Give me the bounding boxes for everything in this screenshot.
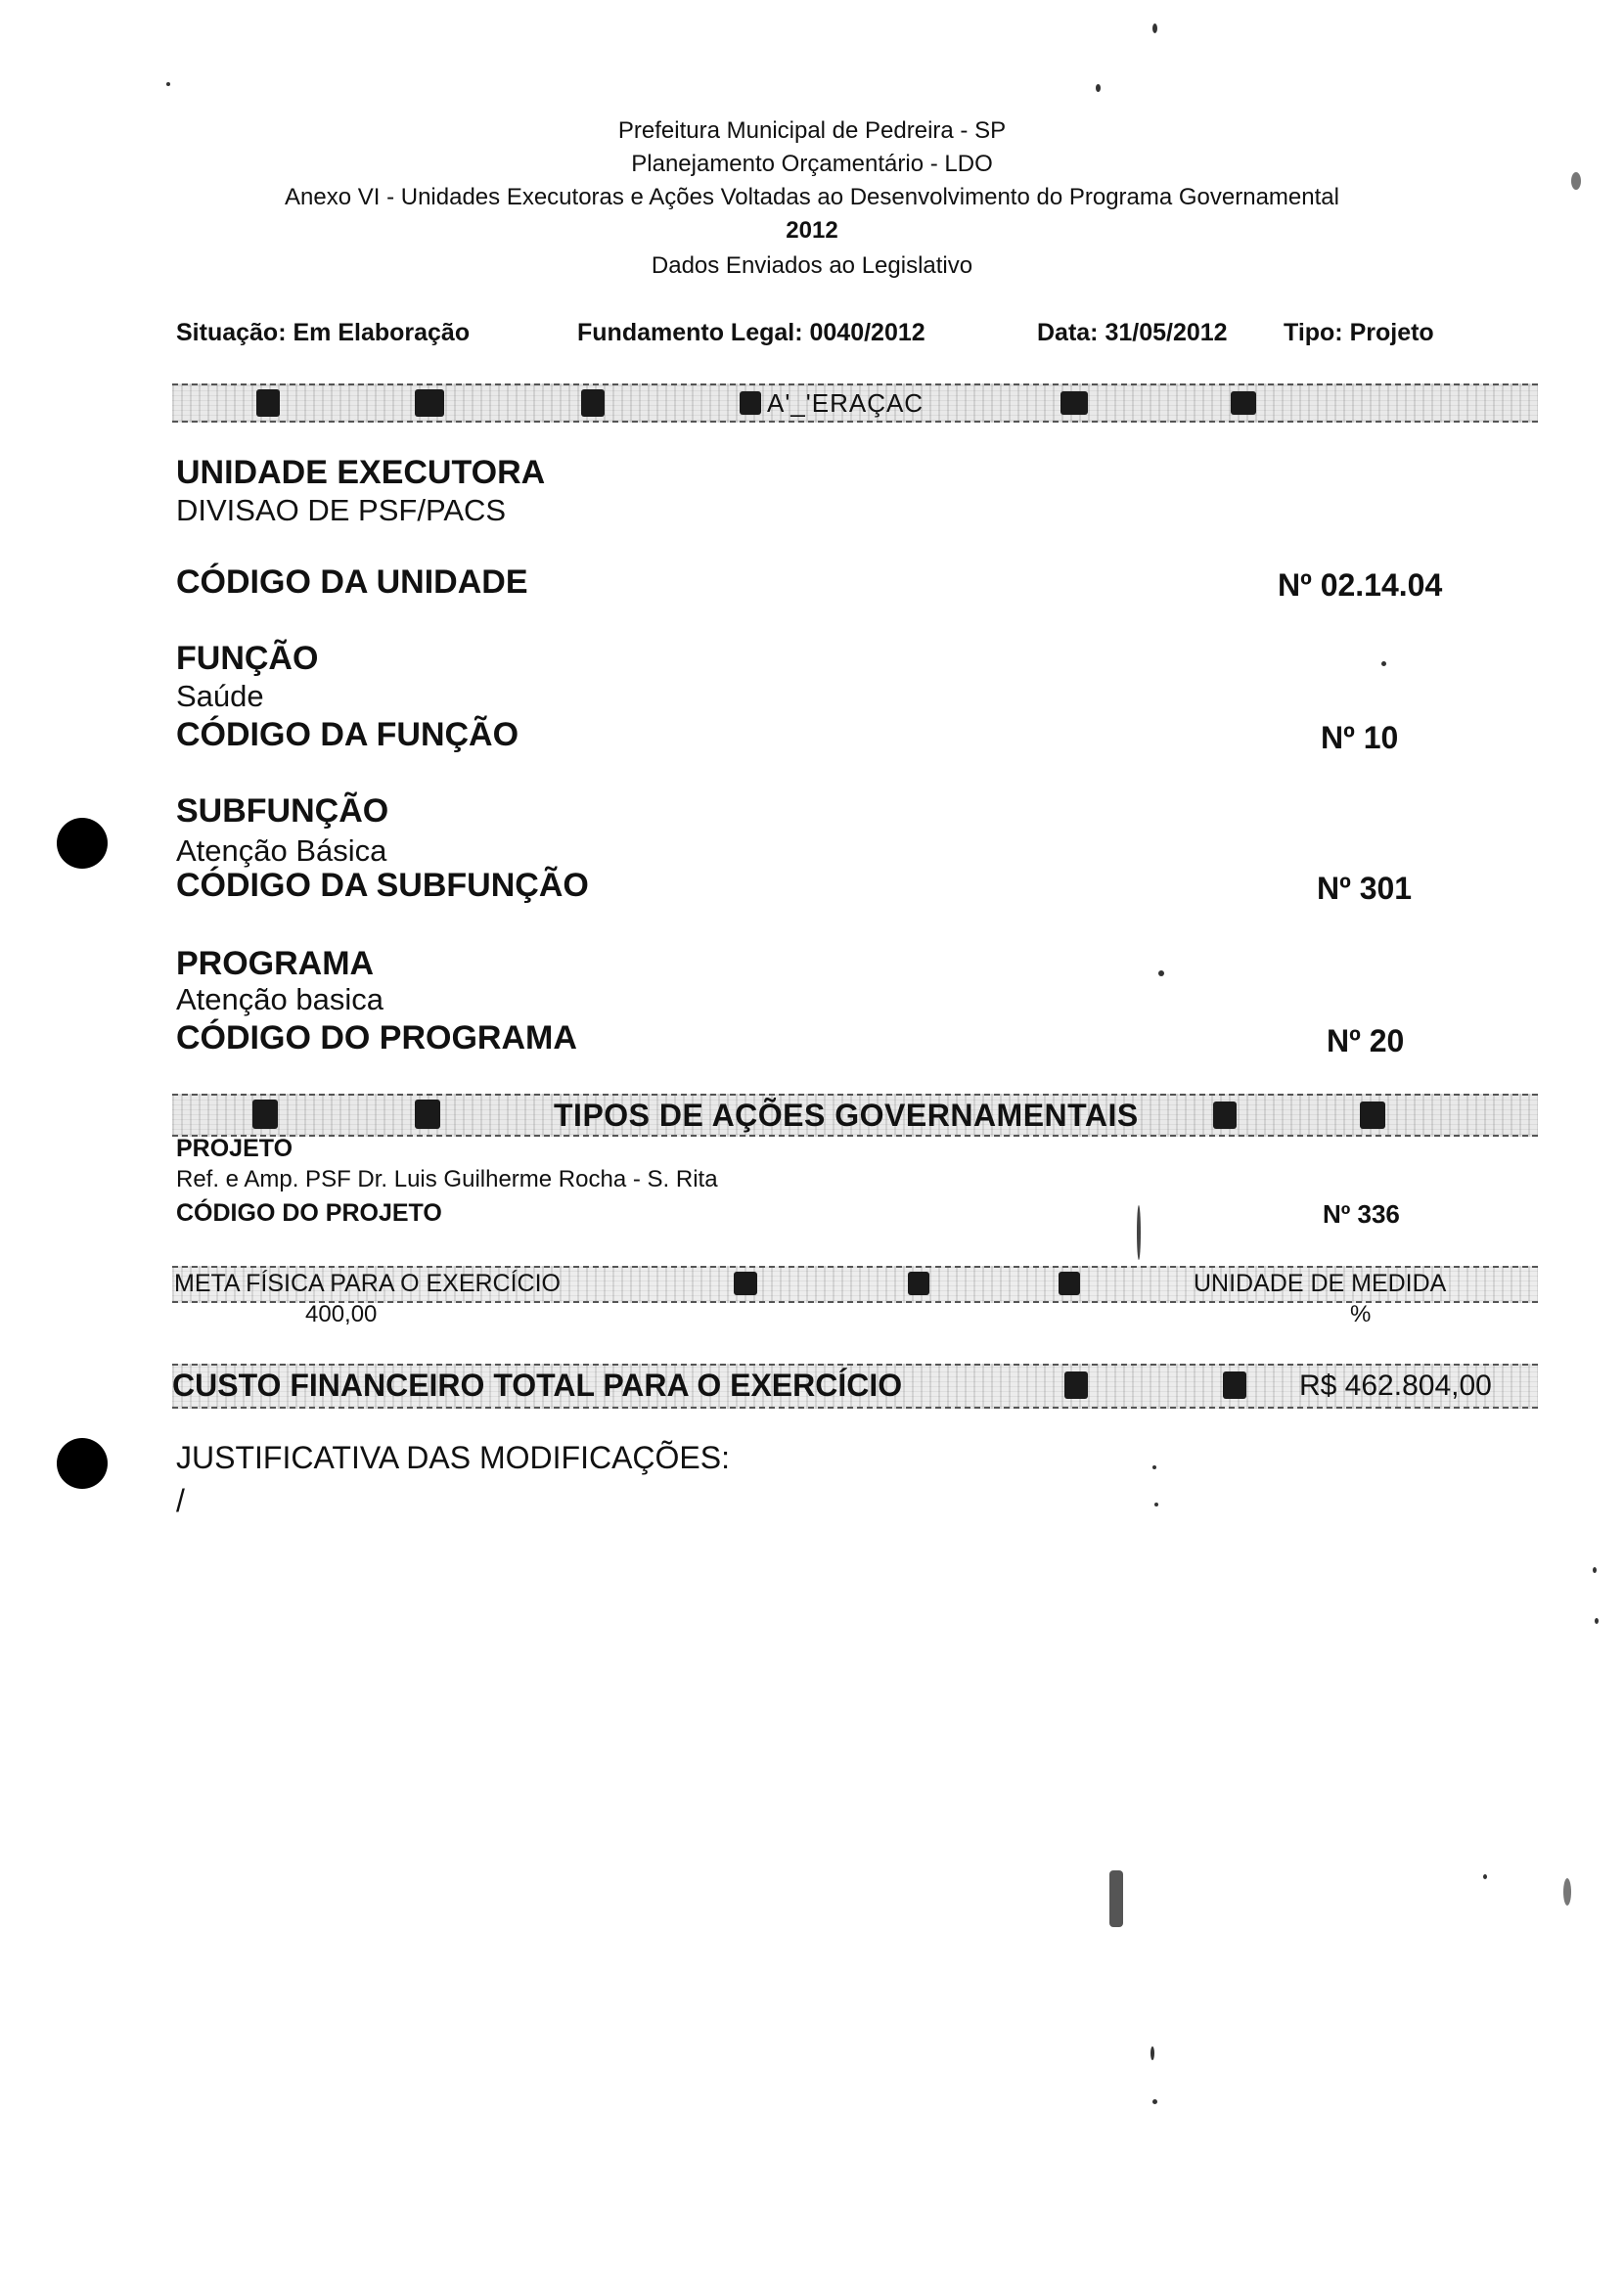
scan-speck <box>1152 1465 1156 1469</box>
meta-band <box>172 1266 1538 1303</box>
status-situacao: Situação: Em Elaboração <box>176 319 471 346</box>
alteracao-label: A'_'ERAÇAC <box>767 388 925 418</box>
programa-title: PROGRAMA <box>176 945 375 982</box>
scan-speck <box>166 82 170 86</box>
header-municipality: Prefeitura Municipal de Pedreira - SP <box>617 117 1007 144</box>
custo-label: CUSTO FINANCEIRO TOTAL PARA O EXERCÍCIO <box>172 1368 903 1403</box>
punch-hole-bottom <box>57 1438 108 1489</box>
projeto-title: PROJETO <box>176 1135 293 1162</box>
justificativa-label: JUSTIFICATIVA DAS MODIFICAÇÕES: <box>176 1440 730 1475</box>
scan-speck <box>1152 23 1157 33</box>
funcao-code-value: Nº 10 <box>1321 720 1399 755</box>
custo-value: R$ 462.804,00 <box>1299 1370 1492 1402</box>
status-fundamento: Fundamento Legal: 0040/2012 <box>577 319 925 346</box>
punch-hole-top <box>57 818 108 869</box>
projeto-code-label: CÓDIGO DO PROJETO <box>176 1199 442 1227</box>
scan-speck <box>1150 2046 1154 2060</box>
scan-speck <box>1563 1878 1571 1906</box>
unit-label: UNIDADE DE MEDIDA <box>1194 1270 1447 1297</box>
status-tipo: Tipo: Projeto <box>1284 319 1434 346</box>
justificativa-value: / <box>176 1483 185 1518</box>
unidade-code-label: CÓDIGO DA UNIDADE <box>176 563 528 601</box>
scan-speck <box>1381 661 1386 666</box>
status-data: Data: 31/05/2012 <box>1037 319 1228 346</box>
projeto-code-value: Nº 336 <box>1323 1199 1400 1229</box>
programa-code-value: Nº 20 <box>1327 1023 1405 1058</box>
subfuncao-value: Atenção Básica <box>176 833 387 868</box>
projeto-value: Ref. e Amp. PSF Dr. Luis Guilherme Rocha - S. Rita <box>176 1166 718 1192</box>
unidade-code-value: Nº 02.14.04 <box>1278 567 1443 603</box>
custo-band <box>172 1364 1538 1409</box>
tipos-acoes-label: TIPOS DE AÇÕES GOVERNAMENTAIS <box>554 1098 1139 1133</box>
header-year: 2012 <box>786 217 838 244</box>
funcao-title: FUNÇÃO <box>176 640 319 677</box>
scan-speck <box>1158 970 1164 976</box>
unidade-value: DIVISAO DE PSF/PACS <box>176 493 507 527</box>
unidade-title: UNIDADE EXECUTORA <box>176 454 546 491</box>
alteracao-band <box>172 383 1538 423</box>
header-annex: Anexo VI - Unidades Executoras e Ações Voltadas ao Desenvolvimento do Programa Governamental <box>285 184 1339 210</box>
scan-speck <box>1096 84 1101 92</box>
subfuncao-code-label: CÓDIGO DA SUBFUNÇÃO <box>176 867 589 904</box>
subfuncao-title: SUBFUNÇÃO <box>176 792 389 830</box>
unit-value: % <box>1350 1301 1372 1327</box>
programa-code-label: CÓDIGO DO PROGRAMA <box>176 1019 577 1056</box>
scan-speck <box>1483 1874 1487 1879</box>
subfuncao-code-value: Nº 301 <box>1317 871 1413 906</box>
scan-speck <box>1109 1870 1123 1927</box>
meta-label: META FÍSICA PARA O EXERCÍCIO <box>174 1270 561 1297</box>
scan-speck <box>1593 1567 1597 1573</box>
funcao-value: Saúde <box>176 679 264 713</box>
meta-value: 400,00 <box>305 1301 378 1327</box>
funcao-code-label: CÓDIGO DA FUNÇÃO <box>176 716 519 753</box>
scan-speck <box>1571 172 1581 190</box>
header-planning: Planejamento Orçamentário - LDO <box>631 151 993 177</box>
scan-speck <box>1137 1205 1141 1260</box>
scan-speck <box>1152 2099 1157 2104</box>
scan-speck <box>1154 1503 1158 1506</box>
scan-speck <box>1595 1618 1599 1624</box>
programa-value: Atenção basica <box>176 982 383 1016</box>
header-sent: Dados Enviados ao Legislativo <box>651 252 973 279</box>
tipos-acoes-band <box>172 1094 1538 1137</box>
